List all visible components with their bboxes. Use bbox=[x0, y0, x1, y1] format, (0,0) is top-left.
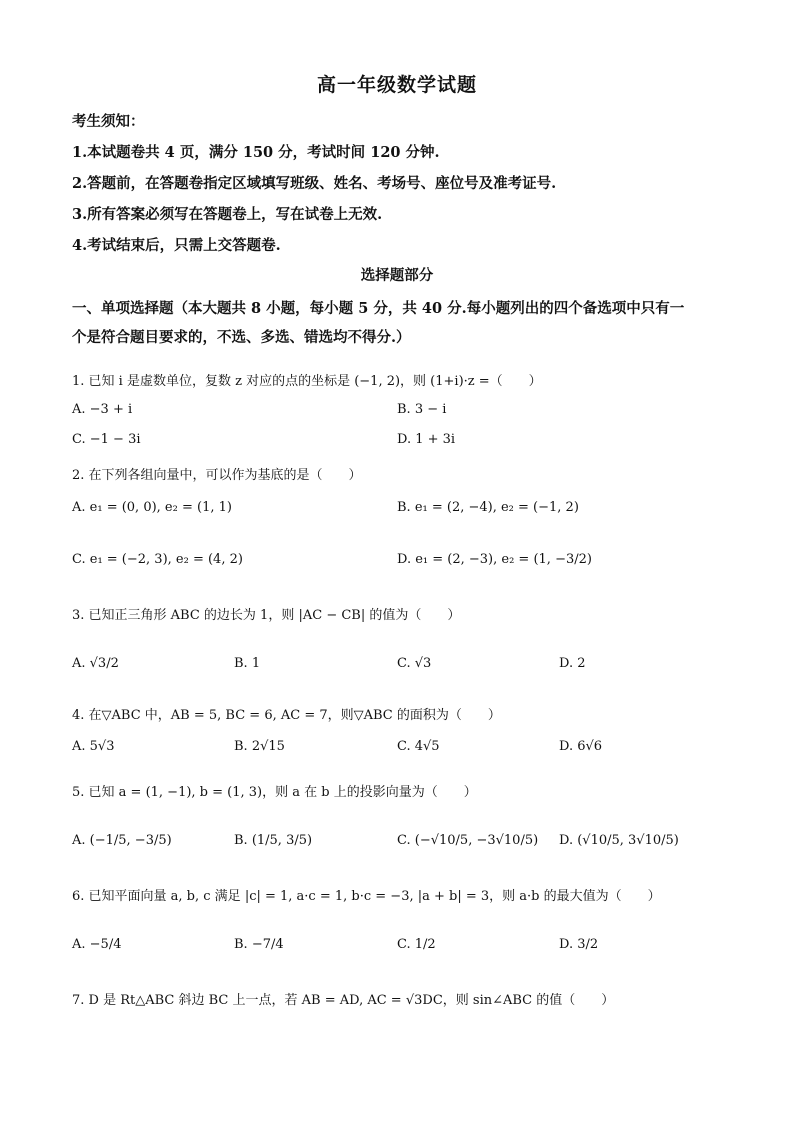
question-5-option-d: D. (√10/5, 3√10/5) bbox=[559, 833, 679, 848]
question-6-stem: 6. 已知平面向量 a, b, c 满足 |c| = 1, a·c = 1, b·c = −3, |a + b| = 3，则 a·b 的最大值为（ ） bbox=[72, 889, 661, 904]
section-title: 选择题部分 bbox=[360, 267, 434, 284]
question-4-stem: 4. 在▽ABC 中，AB = 5, BC = 6, AC = 7，则▽ABC 的面积为（ ） bbox=[72, 708, 501, 723]
question-6-option-d: D. 3/2 bbox=[559, 937, 599, 952]
question-3-option-b: B. 1 bbox=[234, 656, 261, 671]
question-5-option-a: A. (−1/5, −3/5) bbox=[72, 833, 172, 848]
notice-item-4: 4.考试结束后，只需上交答题卷. bbox=[72, 237, 281, 254]
question-3-stem: 3. 已知正三角形 ABC 的边长为 1，则 |AC − CB| 的值为（ ） bbox=[72, 608, 461, 623]
question-3-option-c: C. √3 bbox=[397, 656, 432, 671]
question-1-stem: 1. 已知 i 是虚数单位，复数 z 对应的点的坐标是 (−1, 2)，则 (1+i)·z =（ ） bbox=[72, 374, 542, 389]
question-2-option-c: C. e₁ = (−2, 3), e₂ = (4, 2) bbox=[72, 552, 243, 567]
question-2-stem: 2. 在下列各组向量中，可以作为基底的是（ ） bbox=[72, 468, 362, 483]
question-2-option-b: B. e₁ = (2, −4), e₂ = (−1, 2) bbox=[397, 500, 579, 515]
question-6-option-c: C. 1/2 bbox=[397, 937, 436, 952]
question-2-option-a: A. e₁ = (0, 0), e₂ = (1, 1) bbox=[72, 500, 232, 515]
question-2-option-d: D. e₁ = (2, −3), e₂ = (1, −3/2) bbox=[397, 552, 592, 567]
question-6-option-a: A. −5/4 bbox=[72, 937, 122, 952]
question-1-option-d: D. 1 + 3i bbox=[397, 432, 456, 447]
question-4-option-a: A. 5√3 bbox=[72, 739, 115, 754]
question-5-stem: 5. 已知 a = (1, −1), b = (1, 3)，则 a 在 b 上的投影向量为（ ） bbox=[72, 785, 477, 800]
notice-item-3: 3.所有答案必须写在答题卷上，写在试卷上无效. bbox=[72, 206, 383, 223]
question-4-option-b: B. 2√15 bbox=[234, 739, 285, 754]
exam-title: 高一年级数学试题 bbox=[316, 74, 477, 96]
notice-heading: 考生须知： bbox=[72, 113, 145, 130]
question-3-option-d: D. 2 bbox=[559, 656, 586, 671]
notice-item-1: 1.本试题卷共 4 页，满分 150 分，考试时间 120 分钟. bbox=[72, 144, 440, 161]
question-3-option-a: A. √3/2 bbox=[72, 656, 119, 671]
notice-item-2: 2.答题前，在答题卷指定区域填写班级、姓名、考场号、座位号及准考证号. bbox=[72, 175, 557, 192]
question-4-option-c: C. 4√5 bbox=[397, 739, 440, 754]
question-1-option-b: B. 3 − i bbox=[397, 402, 447, 417]
question-1-option-a: A. −3 + i bbox=[72, 402, 133, 417]
question-5-option-c: C. (−√10/5, −3√10/5) bbox=[397, 833, 539, 848]
section-instruction-line-2: 个是符合题目要求的，不选、多选、错选均不得分.） bbox=[72, 329, 411, 346]
question-4-option-d: D. 6√6 bbox=[559, 739, 603, 754]
question-5-option-b: B. (1/5, 3/5) bbox=[234, 833, 313, 848]
question-6-option-b: B. −7/4 bbox=[234, 937, 284, 952]
section-instruction-line-1: 一、单项选择题（本大题共 8 小题，每小题 5 分，共 40 分.每小题列出的四个备选项中只有一 bbox=[72, 300, 685, 317]
question-1-option-c: C. −1 − 3i bbox=[72, 432, 141, 447]
question-7-stem: 7. D 是 Rt△ABC 斜边 BC 上一点，若 AB = AD, AC = √3DC，则 sin∠ABC 的值（ ） bbox=[72, 993, 615, 1008]
